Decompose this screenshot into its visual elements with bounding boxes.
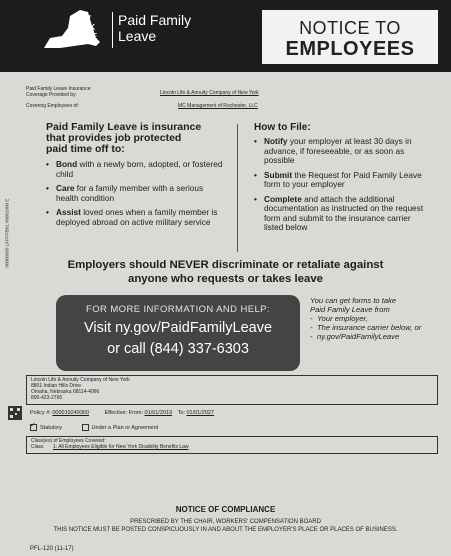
benefits-column xyxy=(46,122,226,227)
notice-title-line2: EMPLOYEES xyxy=(285,38,415,60)
carrier-name: Lincoln Life & Annuity Company of New York xyxy=(31,377,130,383)
file-step-keyword: Complete xyxy=(264,193,302,204)
statutory-label: Statutory xyxy=(40,424,63,431)
file-step-text: the Request for Paid Family Leave form to your employer xyxy=(264,169,422,189)
state-word-new: NEW xyxy=(72,14,91,23)
file-step-complete xyxy=(254,195,424,233)
file-step-text: and attach the additional documentation as instructed on the request form and submit to the insurance carrier listed below xyxy=(264,193,424,232)
forms-source-employer: - Your employer, xyxy=(310,314,440,323)
policy-row xyxy=(30,410,214,416)
benefit-keyword: Care xyxy=(56,183,75,193)
effective-from-label: Effective: From: xyxy=(104,410,143,416)
help-phone-number[interactable]: or call (844) 337-6303 xyxy=(107,341,249,357)
effective-to-label: To: xyxy=(177,410,185,416)
benefit-keyword: Assist xyxy=(56,207,81,217)
policy-number-value: 000019249360 xyxy=(52,410,90,416)
benefit-item-care xyxy=(46,184,226,203)
carrier-street: 8801 Indian Hills Drive xyxy=(31,383,82,389)
state-word-state: STATE xyxy=(72,32,98,41)
provider-label xyxy=(26,86,90,98)
how-to-file-heading: How to File: xyxy=(254,122,311,133)
carrier-address-box xyxy=(26,375,438,405)
class-value: 1: All Employees Eligible for New York Disability Benefits Law xyxy=(52,444,189,450)
covering-value: MC Management of Rochester, LLC xyxy=(178,103,258,109)
file-step-notify xyxy=(254,137,424,166)
benefits-heading-line1: Paid Family Leave is insurance xyxy=(46,121,202,133)
forms-intro-line2: Paid Family Leave from xyxy=(310,305,390,314)
file-step-submit xyxy=(254,171,424,190)
carrier-phone: 800-423-2765 xyxy=(31,395,63,401)
class-row xyxy=(31,445,189,451)
forms-intro-line1: You can get forms to take xyxy=(310,296,397,305)
plan-agreement-checkbox[interactable] xyxy=(82,424,89,431)
benefits-heading-line2: that provides job protected xyxy=(46,132,182,144)
column-divider xyxy=(237,124,238,252)
coverage-type-row xyxy=(30,424,158,431)
header-divider xyxy=(112,12,113,48)
file-step-keyword: Notify xyxy=(264,136,288,146)
program-title-line1: Paid Family xyxy=(118,12,192,28)
provider-value: Lincoln Life & Annuity Company of New York xyxy=(160,90,259,96)
effective-to-value: 01/01/2027 xyxy=(186,410,214,416)
file-step-text: your employer at least 30 days in advance, if foreseeable, or as soon as possible xyxy=(264,136,412,165)
plan-agreement-label: Under a Plan or Agreement xyxy=(91,424,159,431)
benefit-keyword: Bond xyxy=(56,159,78,169)
benefits-heading-line3: paid time off to: xyxy=(46,143,125,155)
header-banner xyxy=(0,0,451,72)
notice-of-compliance: NOTICE OF COMPLIANCE xyxy=(175,505,276,514)
notice-title-line1: NOTICE TO xyxy=(299,18,401,38)
help-info-box xyxy=(56,295,300,371)
qr-code-icon xyxy=(8,406,22,420)
benefit-item-assist xyxy=(46,208,226,227)
forms-source-carrier: - The insurance carrier below, or xyxy=(310,323,440,332)
side-code-text: 00000969 LFPFPB01 00001000 E xyxy=(4,198,10,268)
forms-source-website[interactable]: - ny.gov/PaidFamilyLeave xyxy=(310,332,440,341)
benefits-heading xyxy=(46,122,226,155)
file-step-keyword: Submit xyxy=(264,169,293,180)
benefit-text: loved ones when a family member is deployed abroad on active military service xyxy=(56,207,218,227)
state-word-york: YORK xyxy=(72,23,96,32)
posting-requirement-text: THIS NOTICE MUST BE POSTED CONSPICUOUSLY IN AND ABOUT THE EMPLOYER'S PLACE OR PLACES OF BUSINESS. xyxy=(53,527,398,533)
discrimination-warning-line1: Employers should NEVER discriminate or retaliate against xyxy=(67,259,384,271)
statutory-checkbox[interactable] xyxy=(30,424,37,431)
help-heading: FOR MORE INFORMATION AND HELP: xyxy=(86,304,270,315)
carrier-city: Omaha, Nebraska 68114-4066 xyxy=(31,389,100,395)
class-label: Class xyxy=(31,444,44,450)
discrimination-warning-line2: anyone who requests or takes leave xyxy=(128,273,323,285)
benefit-text: for a family member with a serious health condition xyxy=(56,183,204,203)
forms-sources xyxy=(310,296,440,341)
provider-label-line1: Paid Family Leave Insurance xyxy=(26,86,91,92)
state-wordmark xyxy=(72,14,97,41)
program-title xyxy=(118,12,191,44)
effective-from-value: 01/01/2019 xyxy=(144,410,173,416)
covering-label: Covering Employees of: xyxy=(26,103,80,109)
program-title-line2: Leave xyxy=(118,28,157,44)
policy-number-label: Policy #: xyxy=(30,410,51,416)
classes-heading: Class(es) of Employees Covered: xyxy=(31,438,106,444)
how-to-file-column xyxy=(254,122,424,233)
benefit-text: with a newly born, adopted, or fostered child xyxy=(56,159,223,179)
notice-title-box xyxy=(262,10,438,64)
help-website-link[interactable]: Visit ny.gov/PaidFamilyLeave xyxy=(83,320,273,336)
form-number: PFL-120 (11-17) xyxy=(30,546,74,552)
side-code xyxy=(0,160,10,270)
provider-label-line2: Coverage Provided by: xyxy=(26,92,77,98)
prescribed-by-text: PRESCRIBED BY THE CHAIR, WORKERS' COMPENSATION BOARD xyxy=(130,519,321,525)
benefit-item-bond xyxy=(46,160,226,179)
employee-classes-box xyxy=(26,436,438,454)
